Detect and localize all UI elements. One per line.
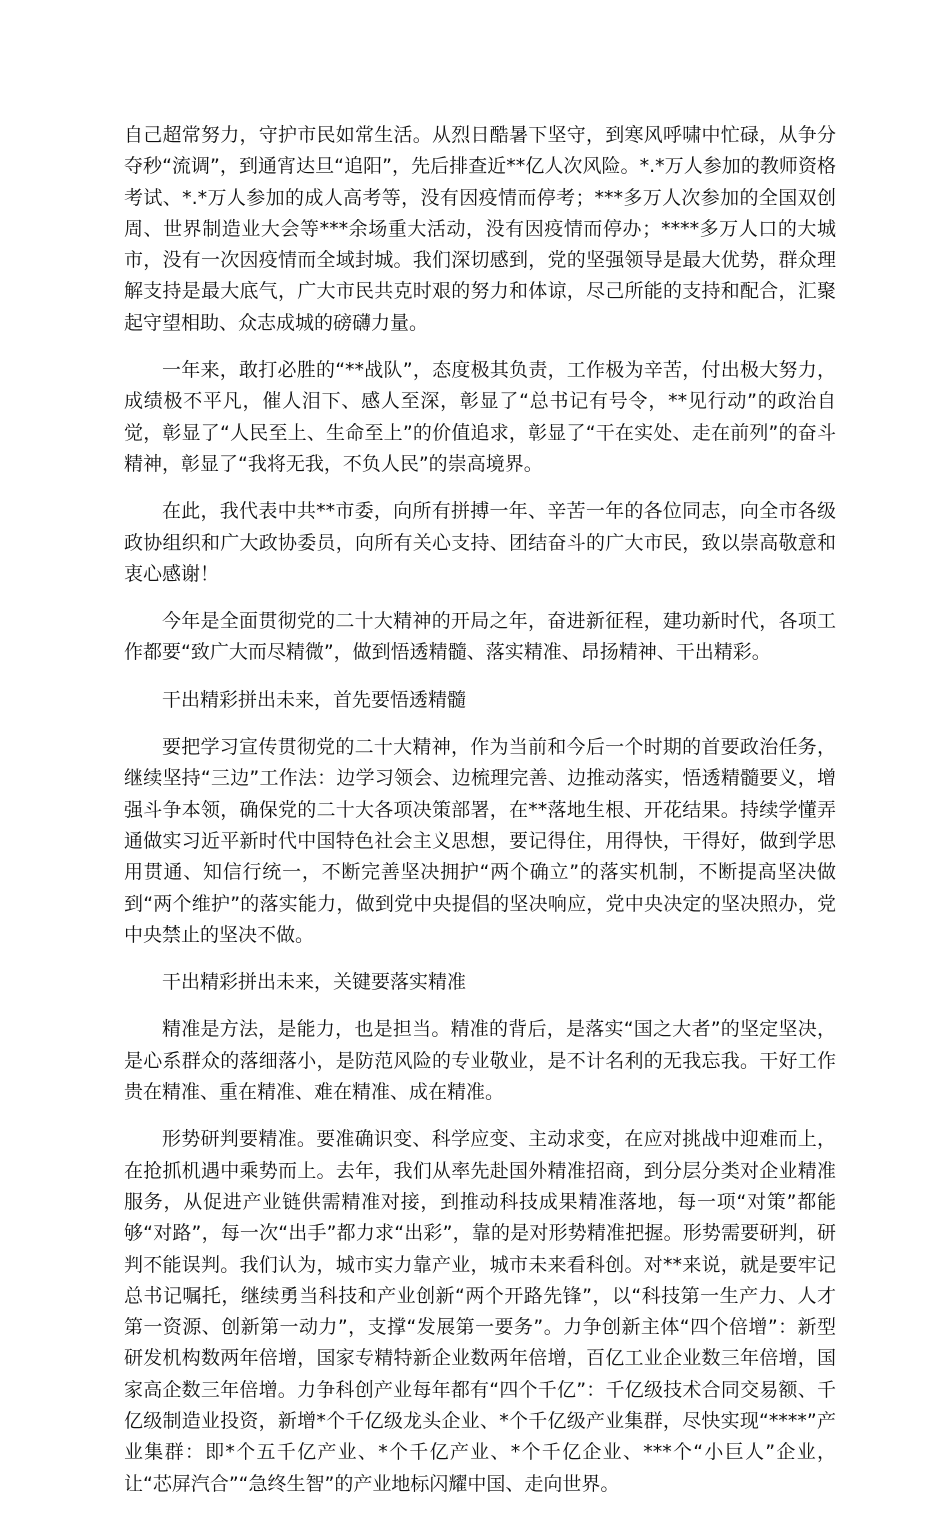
- paragraph-precision-meaning: 精准是方法，是能力，也是担当。精准的背后，是落实“国之大者”的坚定坚决，是心系群众的落细落小，是防范风险的专业敬业，是不计名利的无我忘我。干好工作贵在精准、重在精准、难在精准、成在精准。: [124, 1018, 836, 1104]
- paragraph-situation-analysis: 形势研判要精准。要准确识变、科学应变、主动求变，在应对挑战中迎难而上，在抢抓机遇中乘势而上。去年，我们从率先赴国外精准招商，到分层分类对企业精准服务，从促进产业链供需精准对接，到推动科技成果精准落地，每一项“对策”都能够“对路”，每一次“出手”都力求“出彩”，靠的是对形势精准把握。形势需要研判，研判不能误判。我们认为，城市实力靠产业，城市未来看科创。对**来说，就是要牢记总书记嘱托，继续勇当科技和产业创新“两个开路先锋”，以“科技第一生产力、人才第一资源、创新第一动力”，支撑“发展第一要务”。力争创新主体“四个倍增”：新型研发机构数两年倍增，国家专精特新企业数两年倍增，百亿工业企业数三年倍增，国家高企数三年倍增。力争科创产业每年都有“四个千亿”：千亿级技术合同交易额、千亿级制造业投资，新增*个千亿级龙头企业、*个千亿级产业集群，尽快实现“****”产业集群：即*个五千亿产业、*个千亿产业、*个千亿企业、***个“小巨人”企业，让“芯屏汽合”“急终生智”的产业地标闪耀中国、走向世界。: [124, 1128, 836, 1495]
- document-body: [124, 120, 836, 1516]
- section-heading-precision: 干出精彩拼出未来，关键要落实精准: [162, 971, 467, 994]
- paragraph-study-spirit: 要把学习宣传贯彻党的二十大精神，作为当前和今后一个时期的首要政治任务，继续坚持“三边”工作法：边学习领会、边梳理完善、边推动落实，悟透精髓要义，增强斗争本领，确保党的二十大各项决策部署，在**落地生根、开花结果。持续学懂弄通做实习近平新时代中国特色社会主义思想，要记得住，用得快，干得好，做到学思用贯通、知信行统一，不断完善坚决拥护“两个确立”的落实机制，不断提高坚决做到“两个维护”的落实能力，做到党中央提倡的坚决响应，党中央决定的坚决照办，党中央禁止的坚决不做。: [124, 736, 836, 946]
- paragraph-year-review: 一年来，敢打必胜的“**战队”，态度极其负责，工作极为辛苦，付出极大努力，成绩极不平凡，催人泪下、感人至深，彰显了“总书记有号令，**见行动”的政治自觉，彰显了“人民至上、生命至上”的价值追求，彰显了“干在实处、走在前列”的奋斗精神，彰显了“我将无我，不负人民”的崇高境界。: [124, 359, 836, 475]
- paragraph-continuation: 自己超常努力，守护市民如常生活。从烈日酷暑下坚守，到寒风呼啸中忙碌，从争分夺秒“流调”，到通宵达旦“追阳”，先后排查近**亿人次风险。*.*万人参加的教师资格考试、*.*万人参加的成人高考等，没有因疫情而停考；***多万人次参加的全国双创周、世界制造业大会等***余场重大活动，没有因疫情而停办；****多万人口的大城市，没有一次因疫情而全域封城。我们深切感到，党的坚强领导是最大优势，群众理解支持是最大底气，广大市民共克时艰的努力和体谅，尽己所能的支持和配合，汇聚起守望相助、众志成城的磅礴力量。: [124, 124, 836, 334]
- section-heading-understand: 干出精彩拼出未来，首先要悟透精髓: [162, 688, 467, 711]
- paragraph-thanks: 在此，我代表中共**市委，向所有拼搏一年、辛苦一年的各位同志，向全市各级政协组织和广大政协委员，向所有关心支持、团结奋斗的广大市民，致以崇高敬意和衷心感谢！: [124, 500, 836, 585]
- paragraph-opening-year: 今年是全面贯彻党的二十大精神的开局之年，奋进新征程，建功新时代，各项工作都要“致广大而尽精微”，做到悟透精髓、落实精准、昂扬精神、干出精彩。: [124, 610, 836, 664]
